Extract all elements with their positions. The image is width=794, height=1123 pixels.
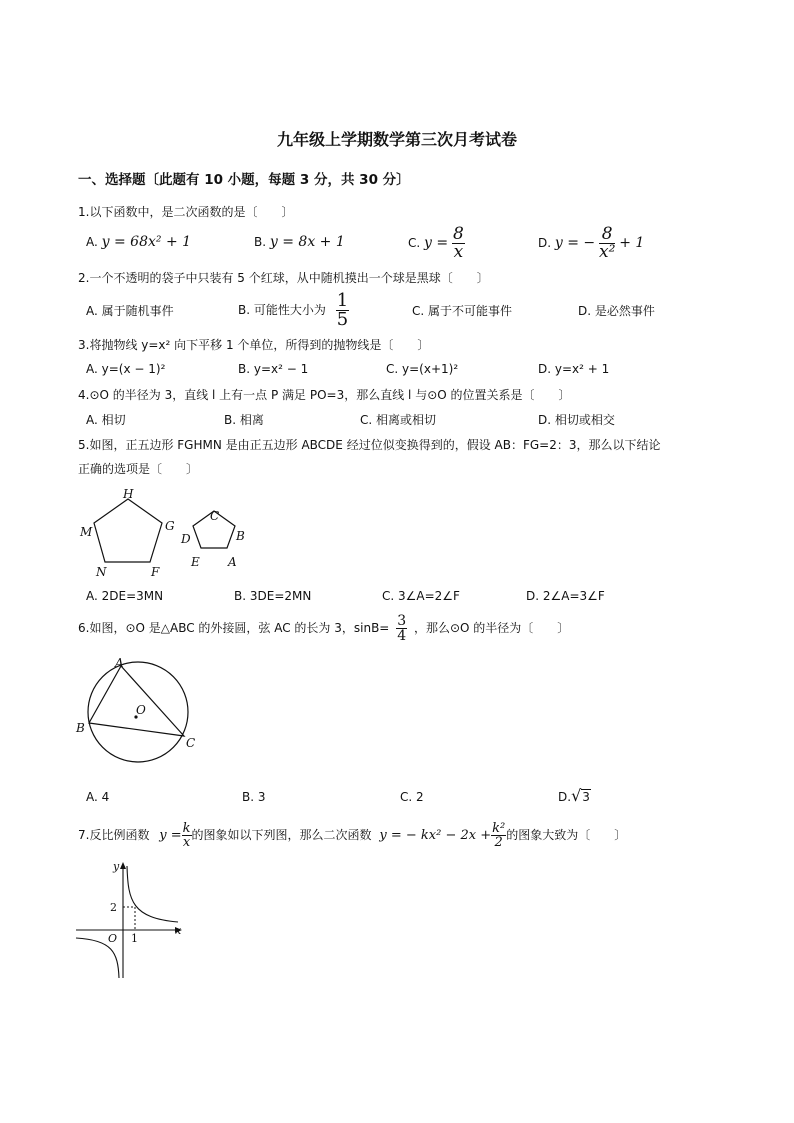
y-axis-arrow-icon: [120, 862, 126, 869]
label-b: B: [236, 529, 245, 543]
label-g: G: [165, 519, 175, 533]
q7-stem-post: 的图象大致为〔 〕: [506, 828, 627, 842]
q1-stem: 1.以下函数中，是二次函数的是〔 〕: [78, 205, 294, 219]
label-h: H: [123, 487, 134, 501]
q1-c-label: C.: [408, 236, 421, 250]
q7-f1-lhs: y =: [159, 828, 182, 843]
q7-stem-pre: 7.反比例函数: [78, 828, 150, 842]
q2-option-d: D. 是必然事件: [578, 304, 655, 318]
hyperbola-branch-q1: [127, 866, 178, 922]
q5-option-d: D. 2∠A=3∠F: [526, 589, 605, 603]
q6-option-b: B. 3: [242, 790, 266, 804]
q4-option-a: A. 相切: [86, 413, 126, 427]
q7-f2-fraction: [491, 822, 506, 849]
q3-option-d: D. y=x² + 1: [538, 362, 610, 376]
q2-b-text: B. 可能性大小为: [238, 303, 326, 317]
q7-f2-lhs: y = − kx² − 2x +: [379, 828, 492, 843]
label-o: O: [108, 932, 118, 945]
q1-option-b: [254, 234, 345, 250]
q1-c-num: 8: [452, 224, 464, 244]
q6-sinb-fraction: [396, 614, 407, 643]
q4-option-c: C. 相离或相切: [360, 413, 437, 427]
q5-figure-pentagons: [76, 486, 256, 582]
label-a: A: [115, 656, 124, 670]
label-f: F: [151, 565, 160, 579]
label-n: N: [96, 565, 107, 579]
q1-d-lhs: y = −: [554, 235, 596, 251]
q6-figure-circle: [70, 652, 210, 778]
q7-stem: [78, 822, 626, 849]
q1-option-d: [538, 226, 644, 261]
q2-b-num: 1: [336, 290, 349, 311]
q1-b-label: B.: [254, 235, 267, 249]
label-two: 2: [110, 901, 117, 914]
q2-option-c: C. 属于不可能事件: [412, 304, 513, 318]
label-c: C: [210, 509, 220, 523]
q7-f2-den: 2: [494, 835, 503, 850]
q6-option-a: A. 4: [86, 790, 110, 804]
q7-f2-num: k²: [492, 821, 506, 836]
q1-a-math: y = 68x² + 1: [101, 234, 192, 250]
q5-stem-line2: 正确的选项是〔 〕: [78, 462, 199, 476]
q2-option-b: [238, 292, 349, 329]
q7-f1-den: x: [182, 835, 191, 850]
q7-stem-mid: 的图象如以下列图，那么二次函数: [191, 828, 372, 842]
page-title: 九年级上学期数学第三次月考试卷: [276, 130, 517, 149]
label-one: 1: [131, 932, 138, 945]
label-e: E: [191, 555, 200, 569]
q1-option-a: [86, 234, 191, 250]
q4-option-d: D. 相切或相交: [538, 413, 615, 427]
label-c: C: [186, 736, 196, 750]
q7-f1-num: k: [182, 821, 191, 836]
q7-f1-fraction: [182, 822, 192, 849]
q6-stem-post: ，那么⊙O 的半径为〔 〕: [413, 621, 570, 635]
q3-option-a: A. y=(x − 1)²: [86, 362, 166, 376]
label-b: B: [76, 721, 85, 735]
pentagon-fghmn: [94, 499, 162, 562]
q6-option-d: [558, 786, 591, 805]
q5-stem-line1: 5.如图，正五边形 FGHMN 是由正五边形 ABCDE 经过位似变换得到的，假设 AB：FG=2：3，那么以下结论: [78, 438, 661, 452]
q3-stem: 3.将抛物线 y=x² 向下平移 1 个单位，所得到的抛物线是〔 〕: [78, 338, 430, 352]
q1-c-lhs: y =: [424, 235, 449, 251]
q1-c-den: x: [453, 242, 464, 262]
q1-option-c: [408, 226, 465, 261]
sqrt-icon: √: [571, 786, 582, 805]
q2-b-fraction: [336, 292, 349, 329]
q3-option-c: C. y=(x+1)²: [386, 362, 459, 376]
label-x: x: [175, 924, 182, 937]
q7-figure-hyperbola: [72, 856, 192, 982]
q2-option-a: A. 属于随机事件: [86, 304, 174, 318]
q1-d-label: D.: [538, 236, 552, 250]
q6-stem-pre: 6.如图，⊙O 是△ABC 的外接圆，弦 AC 的长为 3，sinB=: [78, 621, 390, 635]
q6-den: 4: [397, 628, 407, 644]
q1-d-rhs: + 1: [619, 235, 645, 251]
q1-d-num: 8: [599, 226, 615, 244]
label-o: O: [136, 703, 146, 717]
label-y: y: [113, 860, 120, 873]
label-d: D: [181, 532, 191, 546]
q4-option-b: B. 相离: [224, 413, 264, 427]
label-m: M: [80, 525, 93, 539]
q6-num: 3: [397, 613, 407, 629]
q1-d-fraction: [599, 226, 615, 261]
q5-option-a: A. 2DE=3MN: [86, 589, 164, 603]
q2-stem: 2.一个不透明的袋子中只装有 5 个红球，从中随机摸出一个球是黑球〔 〕: [78, 271, 489, 285]
q6-stem: [78, 614, 569, 643]
q4-stem: 4.⊙O 的半径为 3，直线 l 上有一点 P 满足 PO=3，那么直线 l 与⊙O 的位置关系是〔 〕: [78, 388, 571, 402]
q1-a-label: A.: [86, 235, 98, 249]
q1-d-den: x²: [599, 242, 616, 262]
q6-d-label: D.: [558, 790, 572, 804]
section-heading: 一、选择题〔此题有 10 小题，每题 3 分，共 30 分〕: [78, 172, 410, 188]
q5-option-b: B. 3DE=2MN: [234, 589, 312, 603]
q6-option-c: C. 2: [400, 790, 424, 804]
label-a: A: [228, 555, 237, 569]
q1-b-math: y = 8x + 1: [269, 234, 345, 250]
q1-c-fraction: [452, 226, 465, 261]
q5-option-c: C. 3∠A=2∠F: [382, 589, 460, 603]
q6-d-radicand: 3: [582, 790, 590, 804]
q3-option-b: B. y=x² − 1: [238, 362, 309, 376]
q2-b-den: 5: [336, 309, 349, 330]
